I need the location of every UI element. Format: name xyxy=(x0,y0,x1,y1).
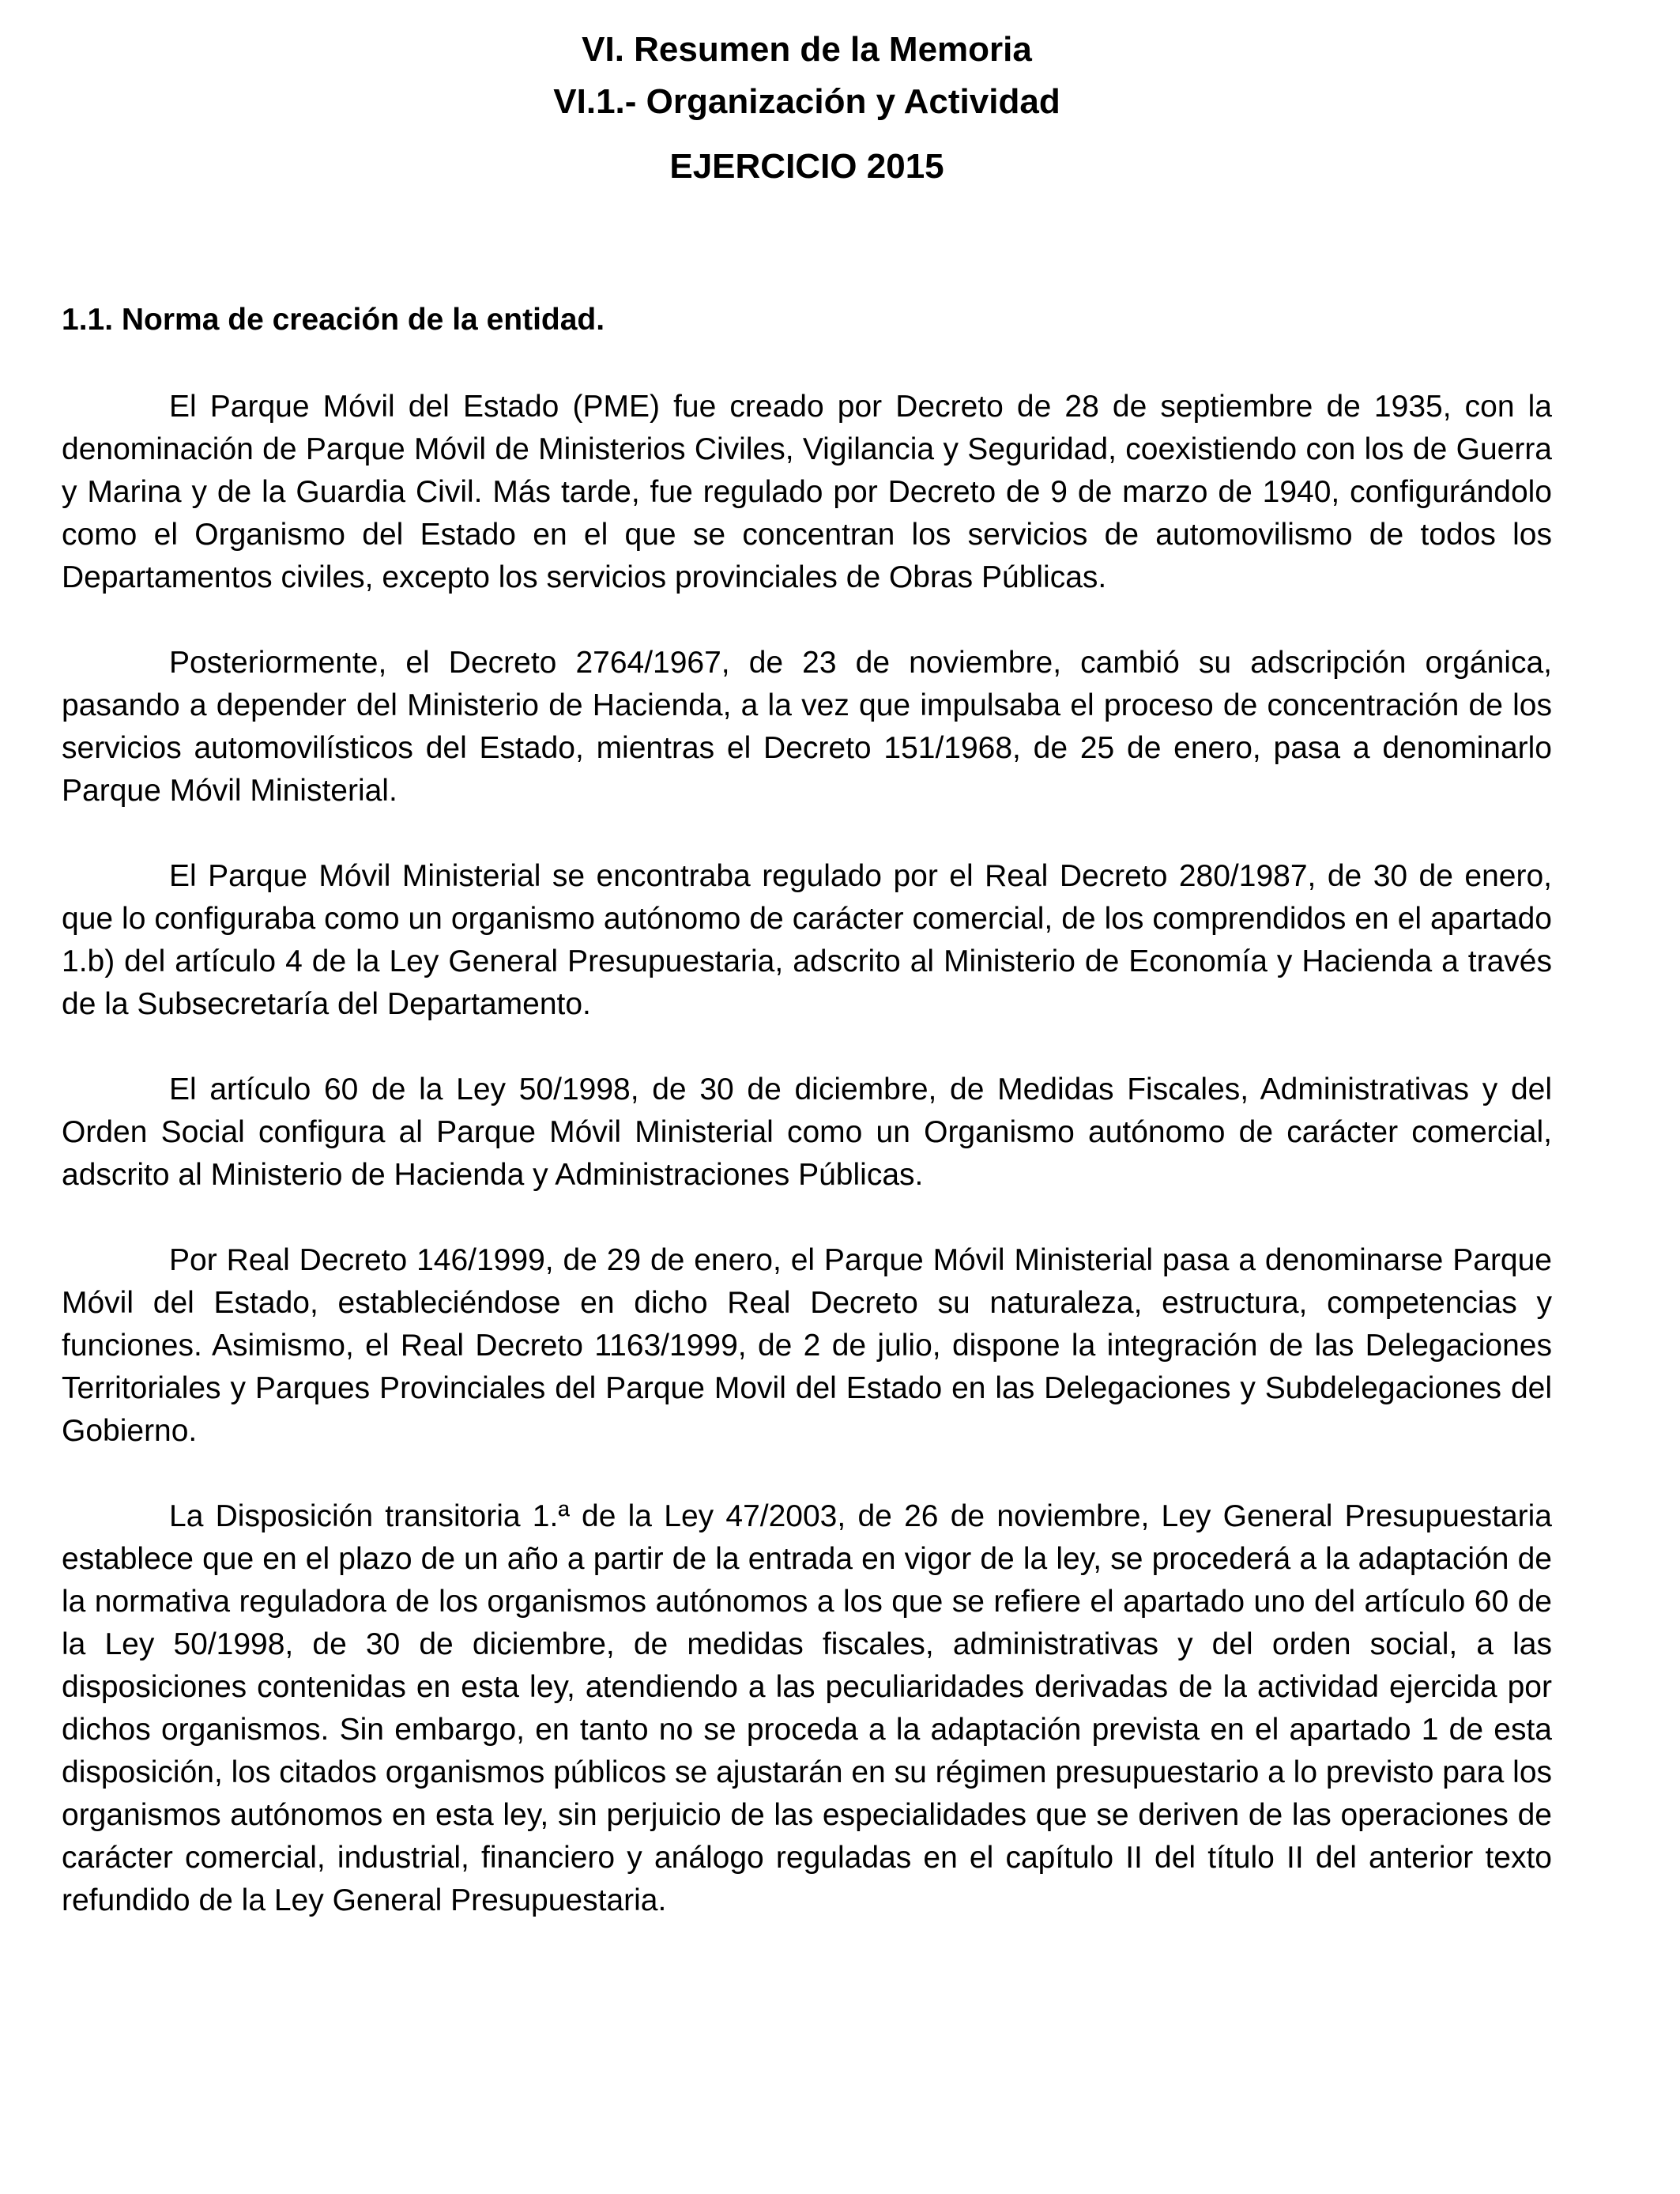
paragraph-1987-decree: El Parque Móvil Ministerial se encontraba regulado por el Real Decreto 280/1987, de 30 de enero, que lo configuraba como un organismo autónomo de carácter comercial, de los comprendidos en el apartado 1.b) del artículo 4 de la Ley General Presupuestaria, adscrito al Ministerio de Economía y Hacienda a través de la Subsecretaría del Departamento. xyxy=(62,859,1552,1021)
document-subtitle: VI.1.- Organización y Actividad xyxy=(553,82,1060,121)
document-title: VI. Resumen de la Memoria xyxy=(582,30,1032,69)
paragraph-origin: El Parque Móvil del Estado (PME) fue creado por Decreto de 28 de septiembre de 1935, con la denominación de Parque Móvil de Ministerios Civiles, Vigilancia y Seguridad, coexistiendo con los de Guerra y Marina y de la Guardia Civil. Más tarde, fue regulado por Decreto de 9 de marzo de 1940, configurándolo como el Organismo del Estado en el que se concentran los servicios de automovilismo de todos los Departamentos civiles, excepto los servicios provinciales de Obras Públicas. xyxy=(62,390,1552,594)
paragraph-transitory-provision: La Disposición transitoria 1.ª de la Ley 47/2003, de 26 de noviembre, Ley General Presupuestaria establece que en el plazo de un año a partir de la entrada en vigor de la ley, se procederá a la adaptación de la normativa reguladora de los organismos autónomos a los que se refiere el apartado uno del artículo 60 de la Ley 50/1998, de 30 de diciembre, de medidas fiscales, administrativas y del orden social, a las disposiciones contenidas en esta ley, atendiendo a las peculiaridades derivadas de la actividad ejercida por dichos organismos. Sin embargo, en tanto no se proceda a la adaptación prevista en el apartado 1 de esta disposición, los citados organismos públicos se ajustarán en su régimen presupuestario a lo previsto para los organismos autónomos en esta ley, sin perjuicio de las especialidades que se deriven de las operaciones de carácter comercial, industrial, financiero y análogo reguladas en el capítulo II del título II del anterior texto refundido de la Ley General Presupuestaria. xyxy=(62,1499,1553,1917)
document-page xyxy=(62,0,1552,1922)
exercise-year-title: EJERCICIO 2015 xyxy=(669,147,944,186)
paragraph-1999-decree: Por Real Decreto 146/1999, de 29 de enero, el Parque Móvil Ministerial pasa a denominarse Parque Móvil del Estado, estableciéndose en dicho Real Decreto su naturaleza, estructura, competencias y funciones. Asimismo, el Real Decreto 1163/1999, de 2 de julio, dispone la integración de las Delegaciones Territoriales y Parques Provinciales del Parque Movil del Estado en las Delegaciones y Subdelegaciones del Gobierno. xyxy=(62,1243,1552,1448)
paragraph-1967-decree: Posteriormente, el Decreto 2764/1967, de 23 de noviembre, cambió su adscripción orgánica, pasando a depender del Ministerio de Hacienda, a la vez que impulsaba el proceso de concentración de los servicios automovilísticos del Estado, mientras el Decreto 151/1968, de 25 de enero, pasa a denominarlo Parque Móvil Ministerial. xyxy=(62,646,1552,808)
paragraph-law-50-1998: El artículo 60 de la Ley 50/1998, de 30 de diciembre, de Medidas Fiscales, Administrativas y del Orden Social configura al Parque Móvil Ministerial como un Organismo autónomo de carácter comercial, adscrito al Ministerio de Hacienda y Administraciones Públicas. xyxy=(62,1072,1552,1192)
section-heading: 1.1. Norma de creación de la entidad. xyxy=(62,303,605,337)
